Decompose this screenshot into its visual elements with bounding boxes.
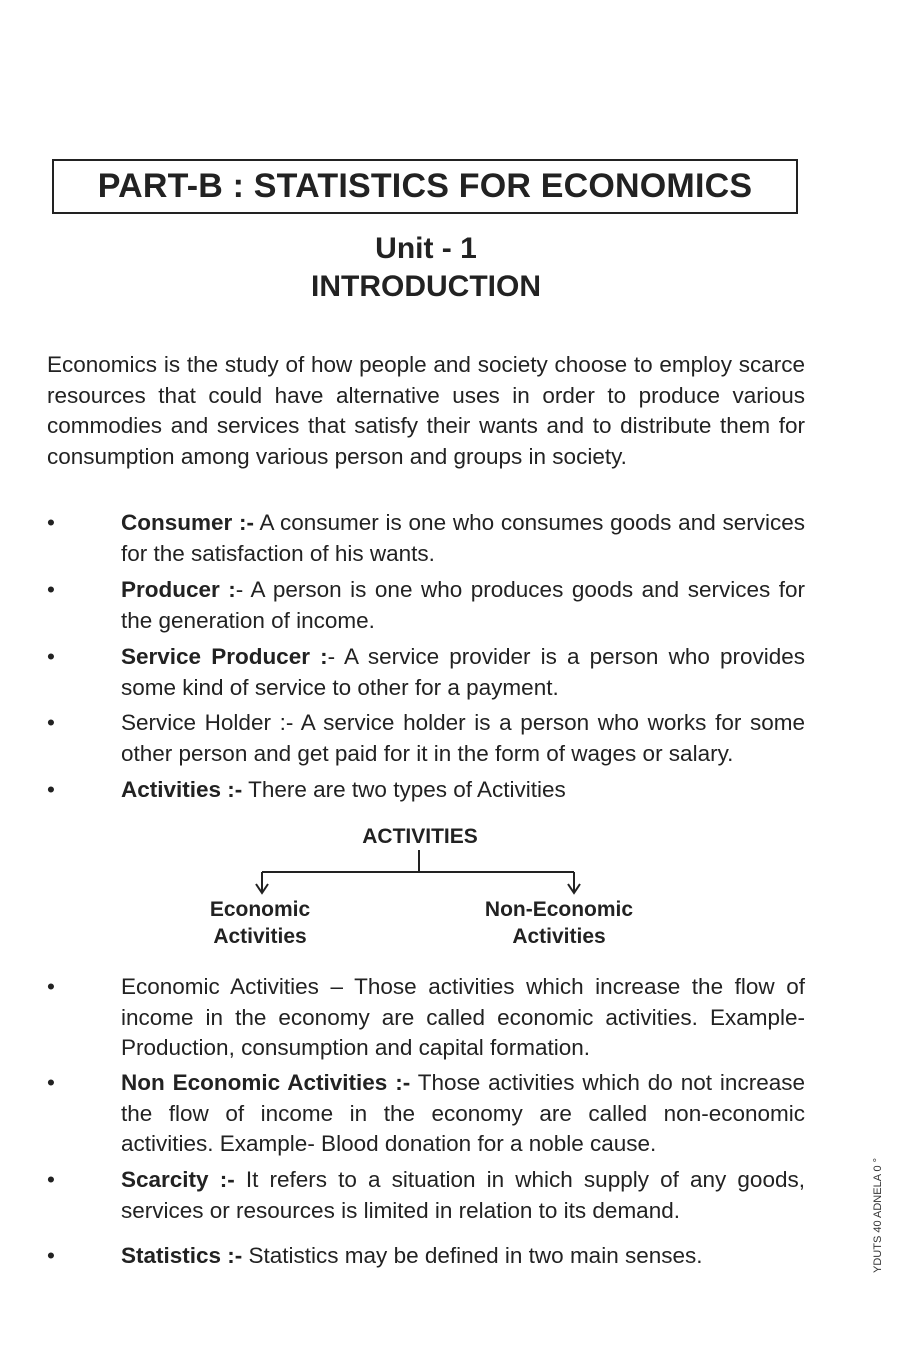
bullet-text: There are two types of Activities <box>242 777 566 802</box>
bullet-text: Statistics may be defined in two main senses. <box>242 1243 703 1268</box>
economic-label-line2: Activities <box>213 925 307 948</box>
bullet-text: - A person is one who produces goods and services for the generation of income. <box>121 577 805 633</box>
side-margin-mark: YDUTS 40 ADNELA 0 ° <box>872 1157 884 1273</box>
bullet-dot: • <box>47 1243 55 1268</box>
unit-title: INTRODUCTION <box>311 270 541 303</box>
bullet-term: Producer : <box>121 577 236 602</box>
bullet-dot: • <box>47 710 55 735</box>
bullet-text: It refers to a situation in which supply of any goods, services or resources is limited in relation to its demand. <box>121 1167 805 1223</box>
bullet-term: Service Producer : <box>121 644 328 669</box>
economic-label-line1: Economic <box>209 898 311 921</box>
bullet-text: Service Holder :- A service holder is a person who works for some other person and get paid for it in the form of wages or salary. <box>121 710 805 766</box>
non-economic-label-line2: Activities <box>512 925 606 948</box>
intro-paragraph: Economics is the study of how people and society choose to employ scarce resources that could have alternative uses in order to produce various commodies and services that satisfy their wants and to distribute them for consumption among various person and groups in society. <box>47 352 805 469</box>
part-title: PART-B : STATISTICS FOR ECONOMICS <box>97 167 753 205</box>
diagram-root-label: ACTIVITIES <box>362 825 478 848</box>
bullet-dot: • <box>47 644 55 669</box>
bullet-text: - A service provider is a person who provides some kind of service to other for a payment. <box>121 644 806 700</box>
bullet-dot: • <box>47 577 55 602</box>
bullet-term: Consumer :- <box>121 510 254 535</box>
bullet-dot: • <box>47 1070 55 1095</box>
bullet-term: Statistics :- <box>121 1243 243 1268</box>
bullet-dot: • <box>47 974 55 999</box>
bullet-dot: • <box>47 1167 55 1192</box>
unit-number: Unit - 1 <box>375 232 477 265</box>
bullet-text: A consumer is one who consumes goods and services for the satisfaction of his wants. <box>121 510 805 566</box>
bullet-dot: • <box>47 510 55 535</box>
bullet-dot: • <box>47 777 55 802</box>
economic-activities-label <box>170 896 350 950</box>
bullet-text: Those activities which do not increase the flow of income in the economy are called non-economic activities. Example- Blood donation for a noble cause. <box>121 1070 805 1156</box>
non-economic-activities-label <box>459 896 659 950</box>
bullet-term: Activities :- <box>121 777 243 802</box>
non-economic-label-line1: Non-Economic <box>484 898 634 921</box>
bullet-text: Economic Activities – Those activities which increase the flow of income in the economy are called economic activities. Example- Production, consumption and capital formation. <box>121 974 805 1060</box>
bullet-term: Non Economic Activities :- <box>121 1070 411 1095</box>
bullet-term: Scarcity :- <box>121 1167 235 1192</box>
